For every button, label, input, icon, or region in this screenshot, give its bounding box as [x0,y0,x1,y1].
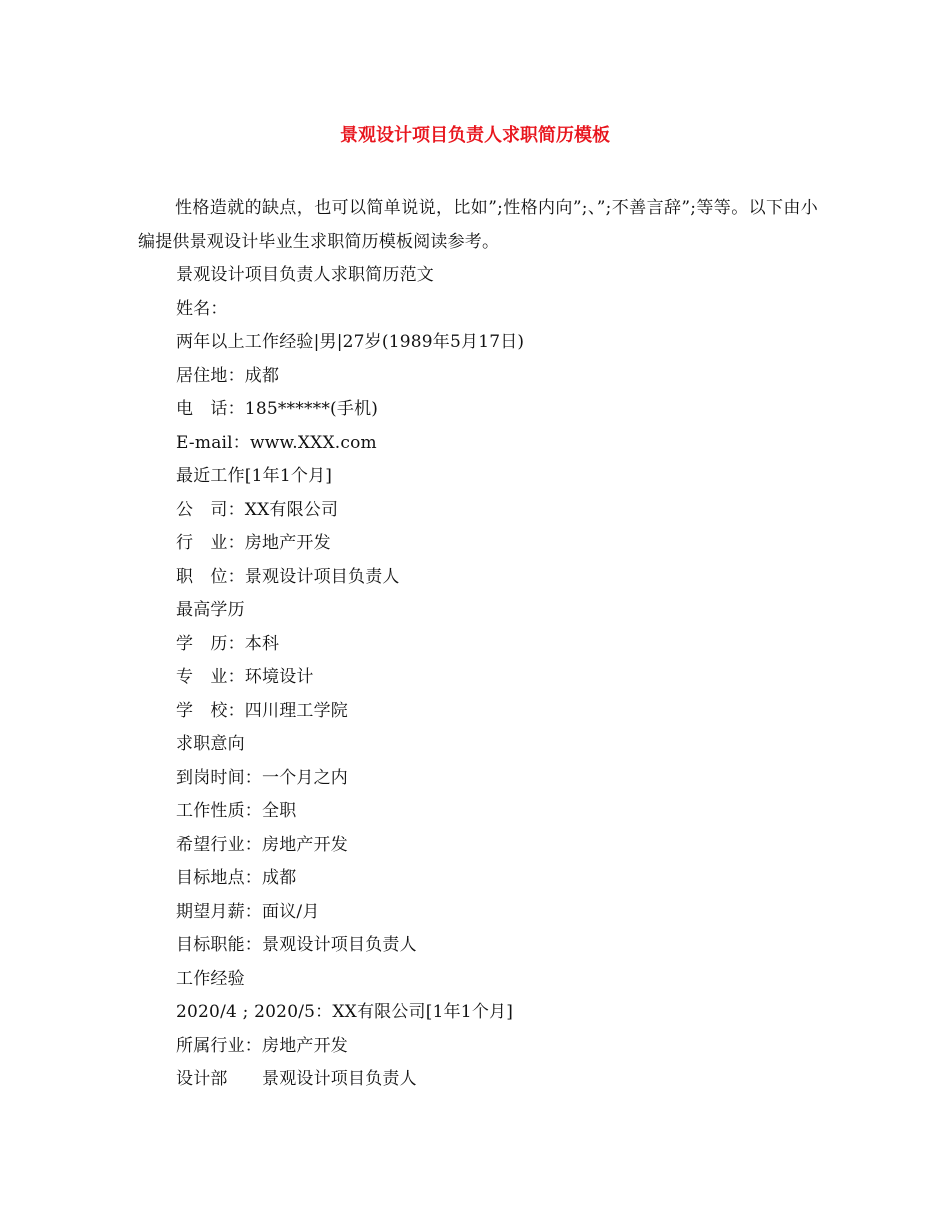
resume-line-email: E-mail：www.XXX.com [176,432,377,453]
resume-line-degree: 学 历：本科 [176,633,280,654]
resume-line-target-function: 目标职能：景观设计项目负责人 [176,935,417,955]
resume-line-summary: 两年以上工作经验|男|27岁(1989年5月17日) [176,332,525,352]
resume-line-industry: 行 业：房地产开发 [176,533,331,553]
resume-line-position: 职 位：景观设计项目负责人 [176,566,400,587]
document-title: 景观设计项目负责人求职简历模板 [340,125,610,146]
resume-line-job-type: 工作性质：全职 [176,801,297,821]
resume-line-experience-heading: 工作经验 [176,968,245,989]
resume-line-name: 姓名： [176,298,228,319]
intro-paragraph: 性格造就的缺点，也可以简单说说，比如”;性格内向”;、”;不善言辞”;等等。以下由小编提供景观设计毕业生求职简历模板阅读参考。 [138,198,818,252]
resume-line-recent-work: 最近工作[1年1个月] [176,466,333,486]
resume-line-target-location: 目标地点：成都 [176,868,297,888]
resume-line-experience-industry: 所属行业：房地产开发 [176,1035,348,1056]
resume-line-desired-industry: 希望行业：房地产开发 [176,834,348,855]
resume-line-residence: 居住地：成都 [176,365,280,386]
resume-line-education-heading: 最高学历 [176,600,245,620]
resume-line-major: 专 业：环境设计 [176,667,314,687]
resume-line-school: 学 校：四川理工学院 [176,700,348,721]
resume-line-salary: 期望月薪：面议/月 [176,901,320,922]
resume-lines [176,259,816,1097]
resume-line-company: 公 司：XX有限公司 [176,499,339,520]
resume-line-experience-period: 2020/4 ; 2020/5：XX有限公司[1年1个月] [176,1002,514,1022]
resume-line-start-time: 到岗时间：一个月之内 [176,767,348,788]
resume-line-phone: 电 话：185******(手机) [176,399,379,419]
resume-line-department: 设计部 景观设计项目负责人 [176,1069,417,1089]
resume-line-intention-heading: 求职意向 [176,734,245,754]
resume-line-heading: 景观设计项目负责人求职简历范文 [176,265,434,285]
